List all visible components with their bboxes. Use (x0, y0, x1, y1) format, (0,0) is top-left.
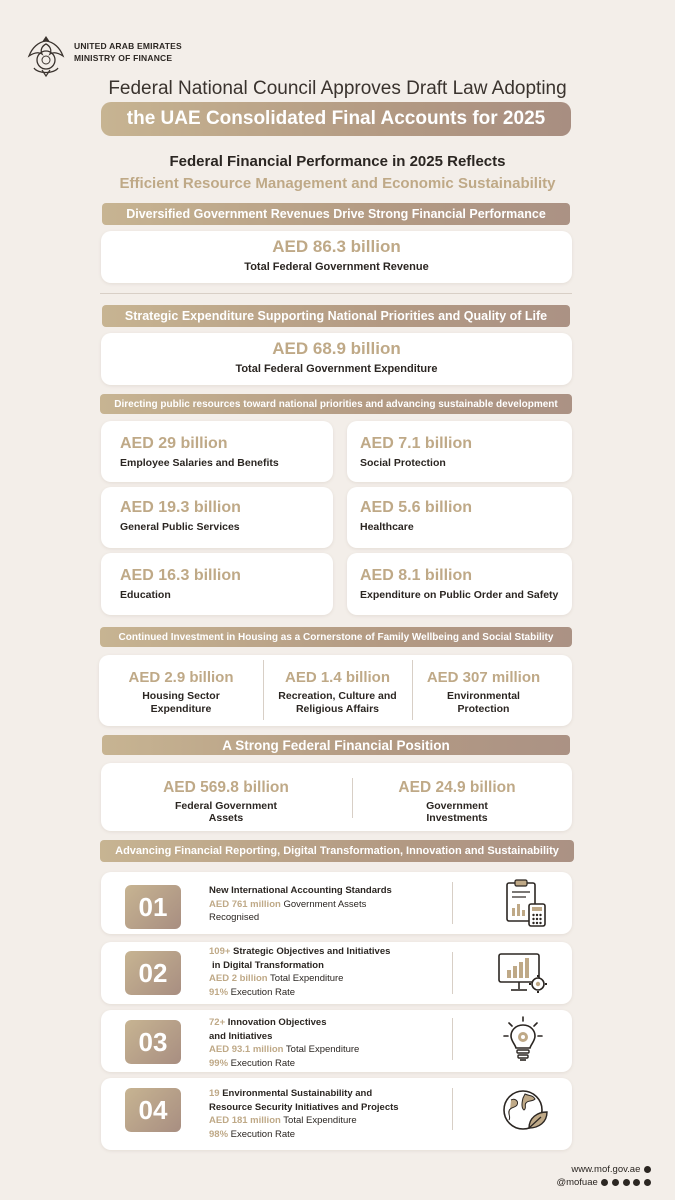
priority-value: AED 8.1 billion (360, 567, 473, 584)
ministry-name: UNITED ARAB EMIRATES MINISTRY OF FINANCE (74, 41, 182, 63)
initiative-number: 04 (125, 1088, 181, 1132)
globe-leaf-icon (499, 1086, 553, 1140)
position-label-line-2: Investments (426, 812, 488, 824)
initiative-card (101, 1078, 572, 1150)
initiative-card (101, 942, 572, 1004)
initiative-amount: AED 761 million (209, 898, 281, 910)
initiative-amount-desc: Total Expenditure (280, 1115, 357, 1126)
expenditure-label: Total Federal Government Expenditure (235, 363, 438, 375)
priority-card (347, 487, 572, 548)
priority-label: Education (120, 589, 171, 601)
priority-value: AED 16.3 billion (120, 567, 241, 584)
initiative-number: 03 (125, 1020, 181, 1064)
housing-item (99, 655, 263, 726)
execution-rate: 99% (209, 1057, 229, 1069)
position-section-bar: A Strong Federal Financial Position (102, 735, 570, 755)
priority-card (101, 421, 333, 482)
initiative-title: Environmental Sustainability and (219, 1088, 373, 1099)
initiative-title-line-2: and Initiatives (209, 1030, 273, 1042)
expenditure-card (101, 333, 572, 385)
execution-rate-label: Execution Rate (228, 1057, 296, 1069)
initiative-amount-desc: Government Assets (280, 898, 367, 910)
lightbulb-gear-icon (501, 1014, 555, 1068)
revenue-card (101, 231, 572, 283)
position-item (101, 763, 351, 831)
clipboard-calculator-icon (501, 877, 555, 931)
initiative-title-line-2: in Digital Transformation (212, 959, 324, 971)
initiative-title: Strategic Objectives and Initiatives (230, 946, 391, 957)
initiative-amount-desc: Total Expenditure (283, 1044, 360, 1055)
subtitle-line-2: Efficient Resource Management and Economic Sustainability (119, 175, 556, 192)
priority-value: AED 29 billion (120, 435, 228, 452)
position-label-line-2: Assets (208, 812, 244, 824)
initiative-details (209, 945, 449, 999)
revenue-section-bar: Diversified Government Revenues Drive Strong Financial Performance (102, 203, 570, 225)
initiative-amount: AED 181 million (209, 1115, 281, 1126)
position-item (353, 763, 561, 831)
initiative-title: Innovation Objectives (225, 1017, 327, 1028)
initiative-number: 01 (125, 885, 181, 929)
social-handle[interactable] (556, 1177, 651, 1188)
separator (452, 1088, 453, 1130)
separator (452, 1018, 453, 1060)
initiative-details (209, 1087, 449, 1141)
uae-emblem-logo (26, 30, 66, 78)
priority-value: AED 7.1 billion (360, 435, 473, 452)
globe-icon (644, 1166, 651, 1173)
section-divider (100, 293, 572, 294)
housing-label-line-2: Expenditure (150, 703, 212, 715)
initiative-line3: Recognised (209, 912, 260, 923)
linkedin-icon[interactable] (644, 1179, 651, 1186)
subtitle-line-1: Federal Financial Performance in 2025 Reflects (169, 153, 506, 170)
website-link[interactable] (571, 1164, 651, 1175)
housing-label-line-2: Religious Affairs (295, 703, 380, 715)
initiative-title: New International Accounting Standards (209, 885, 392, 896)
priority-card (347, 553, 572, 615)
advancing-section-bar: Advancing Financial Reporting, Digital Transformation, Innovation and Sustainability (100, 840, 574, 862)
priority-label: Employee Salaries and Benefits (120, 457, 279, 469)
execution-rate: 91% (209, 986, 229, 998)
separator (452, 952, 453, 994)
housing-label-line-2: Protection (457, 703, 510, 715)
initiative-amount: AED 93.1 million (209, 1044, 284, 1055)
housing-section-bar: Continued Investment in Housing as a Cornerstone of Family Wellbeing and Social Stability (100, 627, 572, 647)
expenditure-value: AED 68.9 billion (272, 339, 401, 358)
priority-label: General Public Services (120, 521, 240, 533)
initiative-details (209, 884, 449, 925)
housing-label-line-1: Environmental (447, 690, 520, 702)
execution-rate: 98% (209, 1128, 229, 1140)
facebook-icon[interactable] (633, 1179, 640, 1186)
monitor-chart-gear-icon (496, 946, 550, 1000)
x-social-icon[interactable] (601, 1179, 608, 1186)
priority-label: Expenditure on Public Order and Safety (360, 589, 559, 601)
priority-card (347, 421, 572, 482)
priority-card (101, 553, 333, 615)
youtube-icon[interactable] (623, 1179, 630, 1186)
housing-value: AED 1.4 billion (284, 669, 390, 686)
headline: Federal National Council Approves Draft Law Adopting (108, 78, 567, 99)
priorities-section-bar: Directing public resources toward national priorities and advancing sustainable development (100, 394, 572, 414)
initiative-card (101, 872, 572, 934)
initiative-count: 19 (209, 1088, 220, 1099)
revenue-value: AED 86.3 billion (272, 237, 401, 256)
instagram-icon[interactable] (612, 1179, 619, 1186)
revenue-label: Total Federal Government Revenue (244, 261, 429, 273)
position-value: AED 569.8 billion (163, 779, 289, 796)
initiative-card (101, 1010, 572, 1072)
position-label-line-1: Federal Government (174, 800, 278, 812)
priority-value: AED 5.6 billion (360, 499, 473, 516)
execution-rate-label: Execution Rate (228, 1128, 296, 1140)
initiative-amount-desc: Total Expenditure (267, 973, 344, 984)
initiative-details (209, 1016, 449, 1070)
housing-value: AED 307 million (426, 669, 541, 686)
priority-card (101, 487, 333, 548)
position-label-line-1: Government (426, 800, 488, 812)
priority-label: Social Protection (360, 457, 446, 469)
housing-card (99, 655, 572, 726)
initiative-count: 109+ (209, 946, 231, 957)
priority-value: AED 19.3 billion (120, 499, 241, 516)
housing-label-line-1: Housing Sector (142, 690, 220, 702)
housing-label-line-1: Recreation, Culture and (278, 690, 397, 702)
position-value: AED 24.9 billion (398, 779, 516, 796)
execution-rate-label: Execution Rate (228, 986, 296, 998)
position-card (101, 763, 572, 831)
website-text[interactable]: www.mof.gov.ae (571, 1164, 641, 1175)
initiative-amount: AED 2 billion (209, 973, 268, 984)
expenditure-section-bar: Strategic Expenditure Supporting National Priorities and Quality of Life (102, 305, 570, 327)
priority-label: Healthcare (360, 521, 414, 533)
initiative-count: 72+ (209, 1017, 226, 1028)
housing-item (263, 655, 412, 726)
initiative-number: 02 (125, 951, 181, 995)
page-title: the UAE Consolidated Final Accounts for 2025 (101, 102, 571, 136)
initiative-title-line-2: Resource Security Initiatives and Projects (209, 1101, 399, 1113)
housing-value: AED 2.9 billion (128, 669, 234, 686)
separator (452, 882, 453, 924)
housing-item (412, 655, 555, 726)
social-handle-text[interactable]: @mofuae (556, 1177, 598, 1188)
